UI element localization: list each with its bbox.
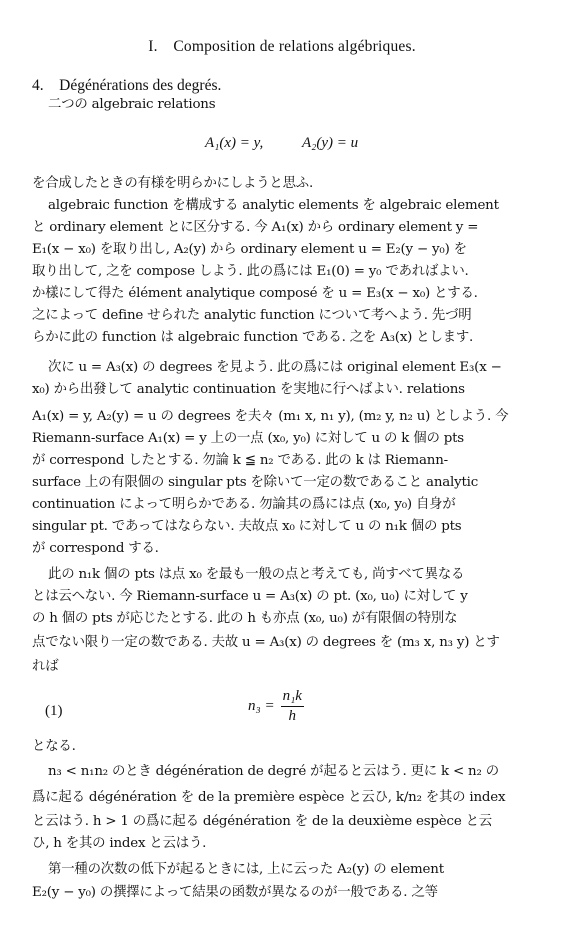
equation-lhs: n₃ = bbox=[248, 698, 275, 714]
text-line: surface 上の有限個の singular pts を除いて一定の数であること analytic bbox=[32, 475, 479, 490]
text-line: が correspond する. bbox=[32, 541, 159, 556]
text-line: か樣にして得た élément analytique composé を u = E₃(x − x₀) とする. bbox=[32, 286, 478, 301]
text-line: 此の n₁k 個の pts は点 x₀ を最も一般の点と考えても, 尚すべて異なる bbox=[48, 567, 465, 582]
text-line: Riemann-surface A₁(x) = y 上の一点 (x₀, y₀) に対して u の k 個の pts bbox=[32, 431, 464, 446]
text-line: の h 個の pts が応じたとする. 此の h も亦点 (x₀, u₀) が有限個の特別な bbox=[32, 611, 458, 626]
display-equation-1 bbox=[248, 688, 304, 725]
text-line: continuation によって明らかである. 勿論其の爲には点 (x₀, y₀) 自身が bbox=[32, 497, 456, 512]
text-line: らかに此の function は algebraic function である. 之を A₃(x) とします. bbox=[32, 330, 474, 345]
display-equation-a1: A₁(x) = y, bbox=[205, 135, 264, 151]
text-line: と ordinary element とに区分する. 今 A₁(x) から ordinary element y = bbox=[32, 220, 479, 235]
section-title: 4. Dégénérations des degrés. bbox=[32, 77, 222, 94]
text-line: algebraic function を構成する analytic elements を algebraic element bbox=[48, 198, 499, 213]
text-line: E₁(x − x₀) を取り出し, A₂(y) から ordinary element u = E₂(y − y₀) を bbox=[32, 242, 467, 257]
text-line: ひ, h を其の index と云はう. bbox=[32, 836, 207, 851]
text-line: A₁(x) = y, A₂(y) = u の degrees を夫々 (m₁ x, n₁ y), (m₂ y, n₂ u) としよう. 今 bbox=[32, 409, 509, 424]
text-line: 之によって define せられた analytic function について考へよう. 先づ明 bbox=[32, 308, 472, 323]
text-line: singular pt. であってはならない. 夫故点 x₀ に対して u の n₁k 個の pts bbox=[32, 519, 462, 534]
text-line: 二つの algebraic relations bbox=[48, 97, 216, 112]
running-header: I. Composition de relations algébriques. bbox=[148, 38, 416, 55]
text-line: 点でない限り一定の数である. 夫故 u = A₃(x) の degrees を (m₃ x, n₃ y) とす bbox=[32, 635, 500, 650]
text-line: と云はう. h > 1 の爲に起る dégénération を de la deuxième espèce と云 bbox=[32, 814, 492, 829]
fraction-denominator: h bbox=[288, 708, 297, 724]
equation-number: (1) bbox=[45, 703, 63, 719]
display-equation-a2: A₂(y) = u bbox=[302, 135, 359, 151]
text-line: n₃ < n₁n₂ のとき dégénération de degré が起ると云はう. 更に k < n₂ の bbox=[48, 764, 499, 779]
text-line: が correspond したとする. 勿論 k ≦ n₂ である. 此の k は Riemann- bbox=[32, 453, 448, 468]
text-line: 第一種の次数の低下が起るときには, 上に云った A₂(y) の element bbox=[48, 862, 444, 877]
text-line: 爲に起る dégénération を de la première espèce と云ひ, k/n₂ を其の index bbox=[32, 790, 506, 805]
text-line: れば bbox=[32, 659, 59, 674]
text-line: E₂(y − y₀) の撰擇によって結果の函数が異なるのが一般である. 之等 bbox=[32, 885, 438, 900]
fraction-numerator: n₁k bbox=[281, 688, 304, 707]
text-line: を合成したときの有様を明らかにしようと思ふ. bbox=[32, 176, 314, 191]
fraction bbox=[281, 688, 304, 725]
text-line: 次に u = A₃(x) の degrees を見よう. 此の爲には original element E₃(x − bbox=[48, 360, 502, 375]
text-line: x₀) から出發して analytic continuation を実地に行へばよい. relations bbox=[32, 382, 465, 397]
text-line: となる. bbox=[32, 739, 76, 754]
text-line: とは云へない. 今 Riemann-surface u = A₃(x) の pt. (x₀, u₀) に対して y bbox=[32, 589, 468, 604]
text-line: 取り出して, 之を compose しよう. 此の爲には E₁(0) = y₀ であればよい. bbox=[32, 264, 469, 279]
